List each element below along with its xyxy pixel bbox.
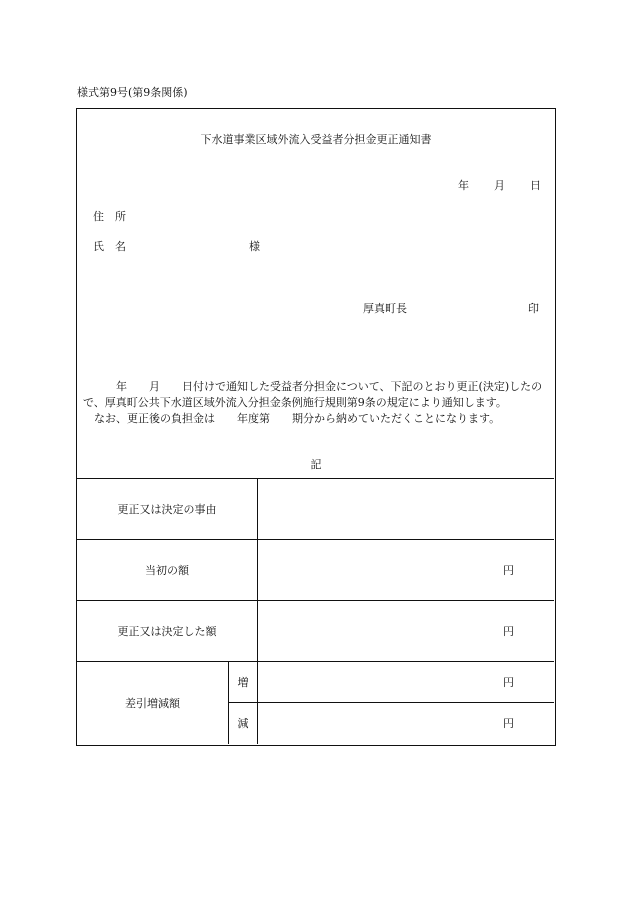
month-label: 月 (494, 179, 505, 192)
notice-frame (76, 108, 556, 746)
revised-amount-label: 更正又は決定した額 (77, 601, 258, 662)
table-row (77, 601, 554, 662)
reason-cell (258, 479, 555, 540)
year-label: 年 (458, 179, 469, 192)
document-title: 下水道事業区域外流入受益者分担金更正通知書 (200, 133, 432, 146)
address-label: 住 所 (93, 210, 126, 223)
day-label: 日 (530, 179, 541, 192)
difference-label: 差引増減額 (77, 662, 229, 744)
decrease-label: 減 (229, 703, 258, 744)
body-paragraph-1: 年 月 日付けで通知した受益者分担金について、下記のとおり更正(決定)したので、厚真町公共下水道区域外流入分担金条例施行規則第9条の規定により通知します。 (83, 380, 543, 409)
increase-unit: 円 (258, 662, 555, 703)
initial-amount-unit: 円 (258, 540, 555, 601)
date-line (458, 179, 541, 193)
amount-table (77, 478, 554, 744)
honorific: 様 (249, 240, 260, 253)
table-row (77, 479, 554, 540)
revised-amount-unit: 円 (258, 601, 555, 662)
initial-amount-label: 当初の額 (77, 540, 258, 601)
reason-label: 更正又は決定の事由 (77, 479, 258, 540)
body-paragraph-2: なお、更正後の負担金は 年度第 期分から納めていただくことになります。 (83, 412, 501, 425)
table-row (77, 540, 554, 601)
increase-label: 増 (229, 662, 258, 703)
table-row (77, 662, 554, 703)
name-label: 氏 名 (93, 240, 126, 253)
form-number-label: 様式第9号(第9条関係) (77, 86, 188, 99)
notice-body (83, 379, 551, 427)
sender-title: 厚真町長 (363, 302, 407, 315)
decrease-unit: 円 (258, 703, 555, 744)
seal-mark: 印 (528, 302, 539, 315)
ki-heading: 記 (310, 458, 322, 471)
